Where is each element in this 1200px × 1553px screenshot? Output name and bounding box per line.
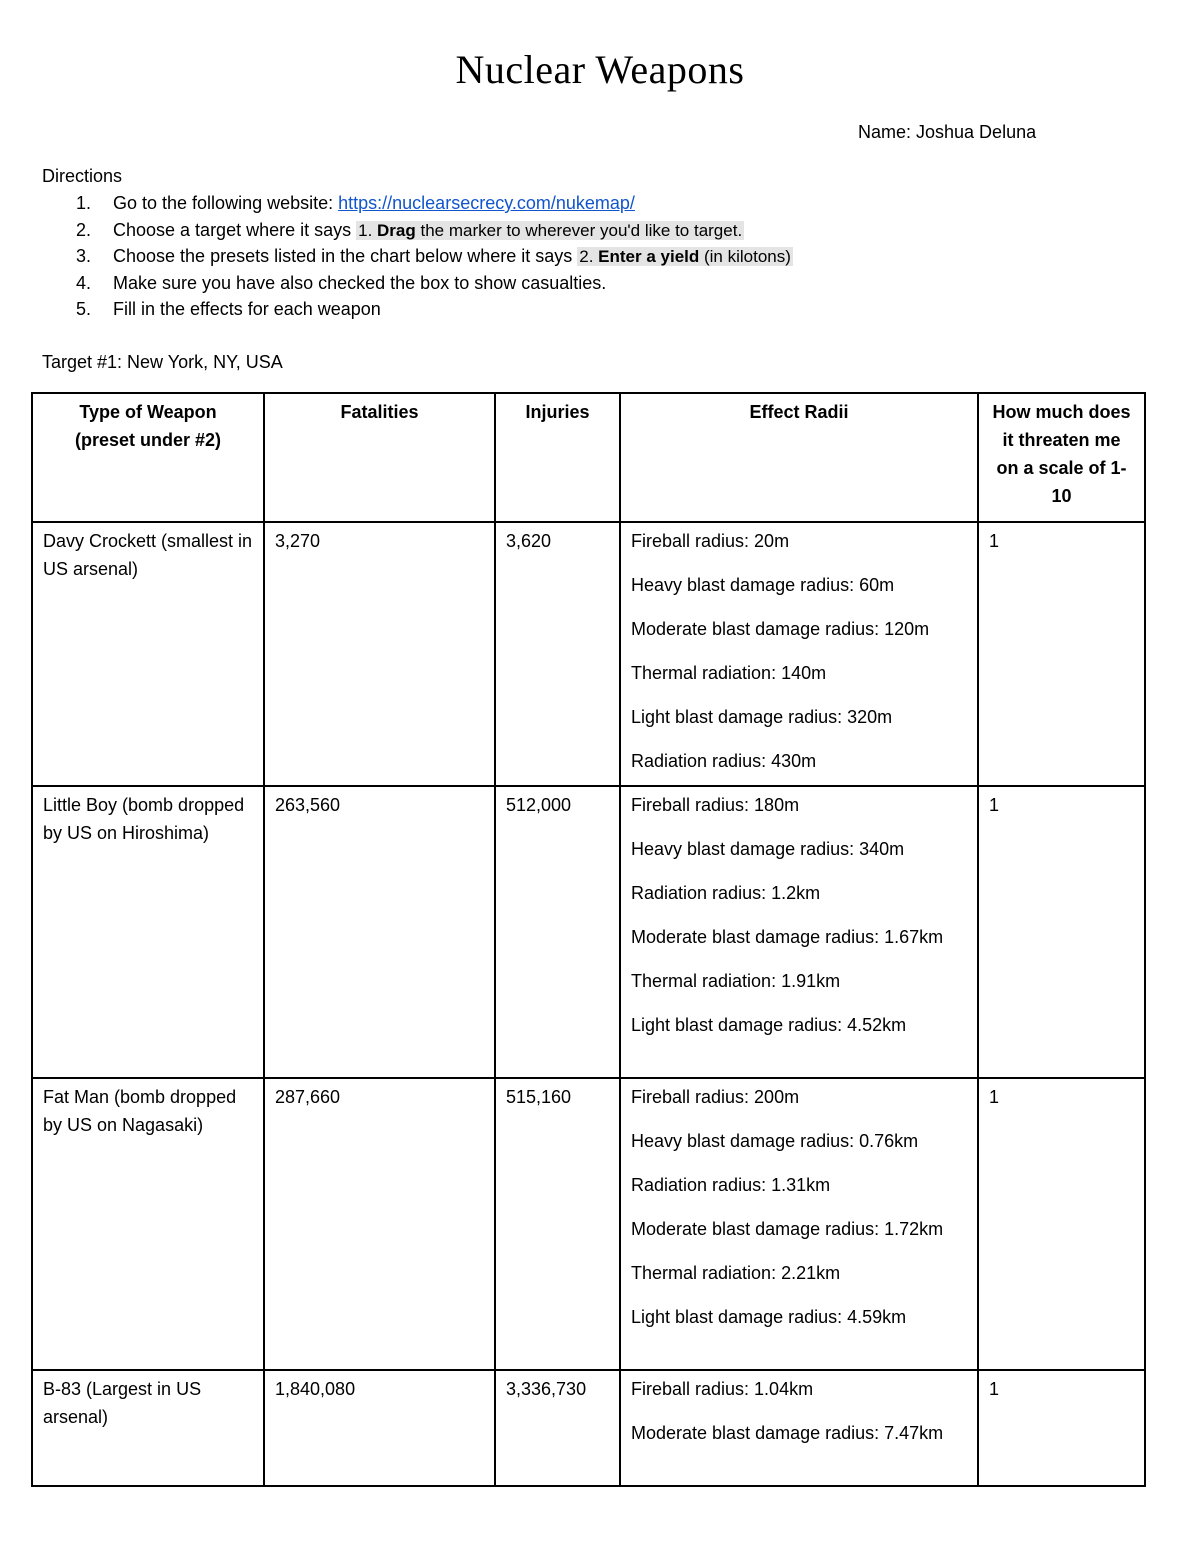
step-number: 2. bbox=[76, 219, 92, 240]
step-5 bbox=[76, 298, 793, 325]
weapon-cell: Little Boy (bomb dropped by US on Hiroshima) bbox=[32, 786, 264, 1078]
threat-cell: 1 bbox=[978, 522, 1145, 786]
name-line: Name: Joshua Deluna bbox=[858, 122, 1037, 142]
hl-suffix: the marker to wherever you'd like to target. bbox=[415, 220, 743, 240]
step-4 bbox=[76, 272, 793, 299]
hl-prefix: 1. bbox=[358, 220, 378, 240]
step-2 bbox=[76, 219, 793, 246]
weapon-cell: B-83 (Largest in US arsenal) bbox=[32, 1370, 264, 1486]
header-radii: Effect Radii bbox=[620, 393, 978, 522]
radius-entry: Radiation radius: 430m bbox=[631, 751, 817, 771]
radii-cell bbox=[620, 1370, 978, 1486]
radius-entry: Radiation radius: 1.2km bbox=[631, 883, 821, 903]
directions-list bbox=[76, 192, 793, 325]
header-threat: How much does it threaten me on a scale of 1- 10 bbox=[978, 393, 1145, 522]
fatalities-cell: 287,660 bbox=[264, 1078, 495, 1370]
header-weapon: Type of Weapon (preset under #2) bbox=[32, 393, 264, 522]
step-number: 5. bbox=[76, 299, 92, 320]
table-row bbox=[32, 1078, 1145, 1370]
radius-entry: Thermal radiation: 140m bbox=[631, 663, 827, 683]
radius-entry: Heavy blast damage radius: 0.76km bbox=[631, 1131, 919, 1151]
radius-entry: Fireball radius: 1.04km bbox=[631, 1379, 814, 1399]
highlighted-instruction bbox=[356, 221, 744, 240]
hl-bold: Enter a yield bbox=[598, 247, 700, 267]
radius-entry: Light blast damage radius: 4.52km bbox=[631, 1015, 907, 1035]
injuries-cell: 515,160 bbox=[495, 1078, 620, 1370]
header-fatalities: Fatalities bbox=[264, 393, 495, 522]
radius-entry: Moderate blast damage radius: 1.72km bbox=[631, 1219, 944, 1239]
hl-bold: Drag bbox=[377, 220, 416, 240]
radius-entry: Moderate blast damage radius: 7.47km bbox=[631, 1423, 944, 1443]
fatalities-cell: 263,560 bbox=[264, 786, 495, 1078]
radius-entry: Heavy blast damage radius: 340m bbox=[631, 839, 905, 859]
injuries-cell: 3,620 bbox=[495, 522, 620, 786]
radius-entry: Fireball radius: 20m bbox=[631, 531, 790, 551]
radius-entry: Fireball radius: 200m bbox=[631, 1087, 800, 1107]
step-number: 1. bbox=[76, 193, 92, 213]
radius-entry: Thermal radiation: 2.21km bbox=[631, 1263, 841, 1283]
step-text: Make sure you have also checked the box to show casualties. bbox=[113, 272, 607, 293]
step-text: Go to the following website: bbox=[113, 193, 339, 213]
step-number: 4. bbox=[76, 272, 92, 293]
weapons-table bbox=[31, 392, 1146, 1487]
step-text: Choose a target where it says bbox=[113, 219, 357, 240]
radius-entry: Moderate blast damage radius: 120m bbox=[631, 619, 930, 639]
radii-cell bbox=[620, 786, 978, 1078]
table-header-row bbox=[32, 393, 1145, 522]
step-text: Choose the presets listed in the chart below where it says bbox=[113, 246, 578, 267]
radius-entry: Radiation radius: 1.31km bbox=[631, 1175, 831, 1195]
step-number: 3. bbox=[76, 246, 92, 267]
table-row bbox=[32, 786, 1145, 1078]
injuries-cell: 512,000 bbox=[495, 786, 620, 1078]
radii-cell bbox=[620, 522, 978, 786]
nukemap-link[interactable]: https://nuclearsecrecy.com/nukemap/ bbox=[338, 193, 635, 213]
weapon-cell: Davy Crockett (smallest in US arsenal) bbox=[32, 522, 264, 786]
radius-entry: Heavy blast damage radius: 60m bbox=[631, 575, 895, 595]
step-1 bbox=[76, 192, 793, 219]
threat-cell: 1 bbox=[978, 1078, 1145, 1370]
directions-label: Directions bbox=[42, 166, 123, 186]
threat-cell: 1 bbox=[978, 1370, 1145, 1486]
page-title: Nuclear Weapons bbox=[455, 47, 745, 92]
threat-cell: 1 bbox=[978, 786, 1145, 1078]
radius-entry: Light blast damage radius: 320m bbox=[631, 707, 893, 727]
injuries-cell: 3,336,730 bbox=[495, 1370, 620, 1486]
highlighted-instruction bbox=[577, 247, 793, 266]
table-row bbox=[32, 1370, 1145, 1486]
hl-prefix: 2. bbox=[579, 247, 599, 267]
radius-entry: Light blast damage radius: 4.59km bbox=[631, 1307, 907, 1327]
hl-suffix: (in kilotons) bbox=[699, 247, 791, 267]
step-3 bbox=[76, 245, 793, 272]
weapon-cell: Fat Man (bomb dropped by US on Nagasaki) bbox=[32, 1078, 264, 1370]
target-label: Target #1: New York, NY, USA bbox=[42, 352, 283, 372]
radii-cell bbox=[620, 1078, 978, 1370]
fatalities-cell: 1,840,080 bbox=[264, 1370, 495, 1486]
step-text: Fill in the effects for each weapon bbox=[113, 299, 381, 320]
radius-entry: Fireball radius: 180m bbox=[631, 795, 800, 815]
table-row bbox=[32, 522, 1145, 786]
fatalities-cell: 3,270 bbox=[264, 522, 495, 786]
radius-entry: Moderate blast damage radius: 1.67km bbox=[631, 927, 944, 947]
radius-entry: Thermal radiation: 1.91km bbox=[631, 971, 841, 991]
header-injuries: Injuries bbox=[495, 393, 620, 522]
